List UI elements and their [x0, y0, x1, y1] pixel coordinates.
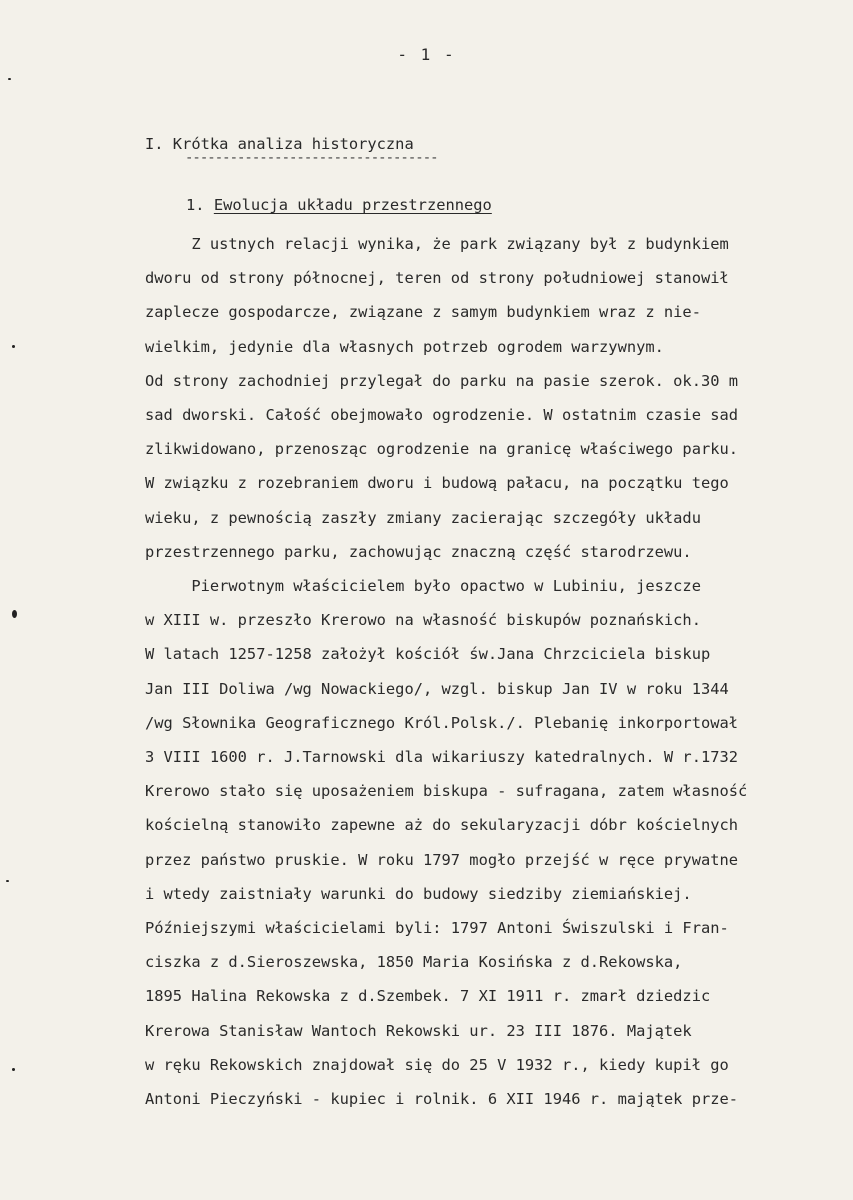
- body-line: dworu od strony północnej, teren od strony południowej stanowił: [145, 269, 729, 288]
- body-line: przestrzennego parku, zachowując znaczną część starodrzewu.: [145, 542, 692, 561]
- subsection-number: 1.: [186, 196, 205, 214]
- body-line: kościelną stanowiło zapewne aż do sekularyzacji dóbr kościelnych: [145, 816, 739, 835]
- body-line: Jan III Doliwa /wg Nowackiego/, wzgl. biskup Jan IV w roku 1344: [145, 679, 729, 698]
- body-line: Od strony zachodniej przylegał do parku na pasie szerok. ok.30 m: [145, 371, 739, 390]
- body-line: wieku, z pewnością zaszły zmiany zacierając szczegóły układu: [145, 508, 701, 527]
- body-line: Antoni Pieczyński - kupiec i rolnik. 6 XII 1946 r. majątek prze-: [145, 1090, 739, 1108]
- body-line: sad dworski. Całość obejmowało ogrodzenie. W ostatnim czasie sad: [145, 406, 739, 424]
- body-line: Krerowa Stanisław Wantoch Rekowski ur. 23 III 1876. Majątek: [145, 1021, 692, 1040]
- body-line: Z ustnych relacji wynika, że park związany był z budynkiem: [145, 235, 729, 253]
- body-line: /wg Słownika Geograficznego Król.Polsk./. Plebanię inkorportował: [145, 713, 739, 732]
- body-line: przez państwo pruskie. W roku 1797 mogło przejść w ręce prywatne: [145, 850, 739, 869]
- body-line: i wtedy zaistniały warunki do budowy siedziby ziemiańskiej.: [145, 884, 692, 903]
- body-line: wielkim, jedynie dla własnych potrzeb ogrodem warzywnym.: [145, 337, 664, 356]
- body-line: zaplecze gospodarcze, związane z samym budynkiem wraz z nie-: [145, 303, 701, 322]
- margin-mark: [6, 880, 9, 882]
- subsection-heading: [186, 196, 492, 214]
- margin-mark: [12, 1068, 15, 1071]
- body-line: zlikwidowano, przenosząc ogrodzenie na granicę właściwego parku.: [145, 440, 739, 459]
- page-number: - 1 -: [397, 45, 456, 64]
- body-line: Późniejszymi właścicielami byli: 1797 Antoni Świszulski i Fran-: [145, 919, 729, 937]
- margin-mark: [8, 78, 11, 80]
- heading-underline: ----------------------------------: [185, 150, 438, 166]
- body-line: Pierwotnym właścicielem było opactwo w Lubiniu, jeszcze: [145, 577, 701, 595]
- margin-mark: [12, 610, 17, 618]
- body-line: w XIII w. przeszło Krerowo na własność biskupów poznańskich.: [145, 611, 701, 630]
- body-line: 1895 Halina Rekowska z d.Szembek. 7 XI 1911 r. zmarł dziedzic: [145, 987, 711, 1006]
- body-line: 3 VIII 1600 r. J.Tarnowski dla wikariuszy katedralnych. W r.1732: [145, 748, 739, 766]
- margin-mark: [12, 345, 15, 348]
- body-line: W związku z rozebraniem dworu i budową pałacu, na początku tego: [145, 474, 729, 493]
- body-line: W latach 1257-1258 założył kościół św.Jana Chrzciciela biskup: [145, 645, 711, 664]
- body-line: w ręku Rekowskich znajdował się do 25 V 1932 r., kiedy kupił go: [145, 1055, 729, 1074]
- section-heading: I. Krótka analiza historyczna: [145, 135, 414, 153]
- subsection-title: Ewolucja układu przestrzennego: [213, 196, 492, 214]
- body-line: Krerowo stało się uposażeniem biskupa - sufragana, zatem własność: [145, 782, 748, 801]
- body-line: ciszka z d.Sieroszewska, 1850 Maria Kosińska z d.Rekowska,: [145, 953, 683, 972]
